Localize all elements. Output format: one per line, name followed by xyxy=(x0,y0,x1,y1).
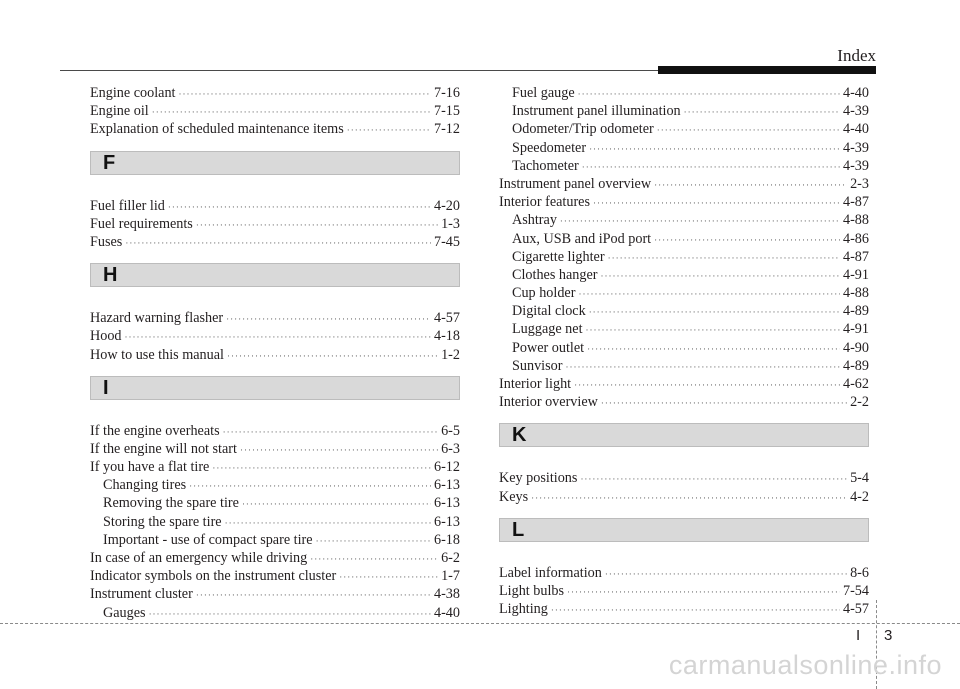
index-entry[interactable] xyxy=(90,327,460,345)
entry-label: In case of an emergency while driving xyxy=(90,550,308,566)
dot-leader xyxy=(189,477,431,495)
entry-page-number: 2-3 xyxy=(850,175,869,192)
section-header-f xyxy=(90,151,460,175)
entry-page-number: 4-2 xyxy=(850,488,869,505)
dot-leader xyxy=(223,423,438,441)
dot-leader xyxy=(578,85,840,103)
entry-label: Indicator symbols on the instrument cluster xyxy=(90,568,337,585)
index-entry[interactable] xyxy=(499,582,869,600)
entry-page-number: 4-87 xyxy=(842,248,869,265)
entry-page-number: 6-5 xyxy=(441,422,460,439)
dot-leader xyxy=(601,394,847,412)
index-entry[interactable] xyxy=(90,197,460,215)
section-letter: H xyxy=(103,264,118,287)
index-entry[interactable] xyxy=(90,215,460,233)
dot-leader xyxy=(212,459,431,477)
entry-label: Hood xyxy=(90,328,122,345)
entry-label: Interior features xyxy=(499,194,590,211)
index-entry[interactable] xyxy=(90,102,460,120)
index-subentry[interactable] xyxy=(499,320,869,338)
entry-label: If you have a flat tire xyxy=(90,459,210,476)
index-subentry[interactable] xyxy=(90,604,460,622)
index-subentry[interactable] xyxy=(499,339,869,357)
entry-label: If the engine will not start xyxy=(90,440,237,457)
index-subentry[interactable] xyxy=(90,476,460,494)
footer-page-number: 3 xyxy=(884,627,893,644)
entry-page-number: 4-91 xyxy=(842,321,869,338)
dot-leader xyxy=(347,121,431,139)
index-subentry[interactable] xyxy=(90,531,460,549)
index-entry[interactable] xyxy=(499,375,869,393)
entry-page-number: 1-7 xyxy=(441,568,460,585)
entry-page-number: 4-57 xyxy=(842,601,869,618)
index-subentry[interactable] xyxy=(499,211,869,229)
dot-leader xyxy=(125,328,431,346)
section-header-i xyxy=(90,376,460,400)
entry-label: Ashtray xyxy=(512,212,557,229)
entry-page-number: 4-39 xyxy=(842,139,869,156)
entry-page-number: 7-15 xyxy=(433,103,460,120)
index-subentry[interactable] xyxy=(499,84,869,102)
index-subentry[interactable] xyxy=(90,513,460,531)
entry-page-number: 4-86 xyxy=(842,230,869,247)
entry-label: Keys xyxy=(499,488,529,505)
entry-label: Fuses xyxy=(90,233,123,250)
entry-label: Sunvisor xyxy=(512,357,563,374)
entry-page-number: 4-89 xyxy=(842,303,869,320)
entry-label: Hazard warning flasher xyxy=(90,310,224,327)
index-entry[interactable] xyxy=(90,233,460,251)
entry-label: Speedometer xyxy=(512,139,587,156)
entry-page-number: 7-12 xyxy=(433,121,460,138)
dot-leader xyxy=(580,470,847,488)
index-entry[interactable] xyxy=(499,469,869,487)
index-entry[interactable] xyxy=(90,567,460,585)
index-subentry[interactable] xyxy=(90,494,460,512)
dot-leader xyxy=(196,216,438,234)
dot-leader xyxy=(551,601,840,619)
entry-page-number: 6-18 xyxy=(433,531,460,548)
entry-label: Fuel requirements xyxy=(90,215,193,232)
entry-label: Label information xyxy=(499,564,602,581)
dot-leader xyxy=(168,198,431,216)
section-letter: K xyxy=(512,424,527,447)
entry-label: Light bulbs xyxy=(499,582,565,599)
dot-leader xyxy=(125,234,431,252)
index-entry[interactable] xyxy=(499,600,869,618)
dot-leader xyxy=(589,140,840,158)
section-letter: F xyxy=(103,151,116,174)
entry-label: Removing the spare tire xyxy=(103,495,239,512)
index-subentry[interactable] xyxy=(499,102,869,120)
entry-label: How to use this manual xyxy=(90,346,224,363)
entry-label: Aux, USB and iPod port xyxy=(512,230,652,247)
dot-leader xyxy=(179,85,431,103)
dot-leader xyxy=(574,376,840,394)
dot-leader xyxy=(589,303,840,321)
dot-leader xyxy=(601,267,840,285)
index-entry[interactable] xyxy=(499,564,869,582)
dot-leader xyxy=(587,340,840,358)
entry-page-number: 4-89 xyxy=(842,357,869,374)
entry-label: Lighting xyxy=(499,601,548,618)
entry-label: Storing the spare tire xyxy=(103,513,222,530)
dot-leader xyxy=(226,310,431,328)
entry-label: Engine oil xyxy=(90,103,149,120)
dot-leader xyxy=(560,212,840,230)
entry-page-number: 4-88 xyxy=(842,212,869,229)
index-entry[interactable] xyxy=(90,422,460,440)
section-header-l xyxy=(499,518,869,542)
entry-page-number: 4-40 xyxy=(842,85,869,101)
index-subentry[interactable] xyxy=(499,302,869,320)
entry-label: Digital clock xyxy=(512,303,586,320)
entry-page-number: 1-3 xyxy=(441,215,460,232)
dot-leader xyxy=(149,605,431,623)
entry-label: Cigarette lighter xyxy=(512,248,605,265)
entry-label: Explanation of scheduled maintenance items xyxy=(90,121,344,138)
index-entry[interactable] xyxy=(499,175,869,193)
section-header-h xyxy=(90,263,460,287)
entry-page-number: 4-38 xyxy=(433,586,460,603)
index-entry[interactable] xyxy=(499,488,869,506)
dot-leader xyxy=(240,441,438,459)
index-subentry[interactable] xyxy=(499,284,869,302)
section-header-k xyxy=(499,423,869,447)
index-subentry[interactable] xyxy=(499,120,869,138)
index-subentry[interactable] xyxy=(499,266,869,284)
entry-label: Changing tires xyxy=(103,477,187,494)
entry-page-number: 6-3 xyxy=(441,440,460,457)
entry-page-number: 7-54 xyxy=(842,582,869,599)
entry-label: Clothes hanger xyxy=(512,266,598,283)
entry-label: Important - use of compact spare tire xyxy=(103,531,313,548)
entry-page-number: 4-39 xyxy=(842,103,869,120)
entry-label: Instrument panel overview xyxy=(499,175,652,192)
dot-leader xyxy=(565,358,840,376)
dot-leader xyxy=(531,489,847,507)
dot-leader xyxy=(242,495,431,513)
footer-section-label: I xyxy=(856,627,861,644)
entry-page-number: 4-40 xyxy=(842,121,869,138)
index-entry[interactable] xyxy=(90,585,460,603)
entry-page-number: 6-2 xyxy=(441,550,460,566)
index-entry[interactable] xyxy=(499,193,869,211)
footer-rule xyxy=(0,623,960,624)
index-column-right xyxy=(499,84,869,618)
index-entry[interactable] xyxy=(90,309,460,327)
entry-page-number: 4-20 xyxy=(433,197,460,214)
entry-page-number: 1-2 xyxy=(441,346,460,363)
entry-page-number: 2-2 xyxy=(850,394,869,411)
entry-label: Engine coolant xyxy=(90,85,176,101)
dot-leader xyxy=(225,514,431,532)
entry-label: Interior light xyxy=(499,376,572,392)
dot-leader xyxy=(654,231,840,249)
entry-page-number: 4-40 xyxy=(433,604,460,621)
entry-label: Instrument cluster xyxy=(90,586,193,603)
entry-page-number: 4-18 xyxy=(433,328,460,345)
index-subentry[interactable] xyxy=(499,248,869,266)
dot-leader xyxy=(605,565,847,583)
entry-page-number: 6-13 xyxy=(433,495,460,512)
entry-label: If the engine overheats xyxy=(90,422,220,439)
entry-label: Luggage net xyxy=(512,321,583,338)
entry-page-number: 6-13 xyxy=(433,477,460,494)
index-entry[interactable] xyxy=(90,346,460,364)
index-subentry[interactable] xyxy=(499,139,869,157)
entry-label: Key positions xyxy=(499,470,578,487)
dot-leader xyxy=(578,285,840,303)
entry-label: Interior overview xyxy=(499,394,598,411)
dot-leader xyxy=(586,321,840,339)
entry-page-number: 4-62 xyxy=(842,376,869,392)
entry-page-number: 4-91 xyxy=(842,266,869,283)
index-entry[interactable] xyxy=(90,84,460,102)
index-entry[interactable] xyxy=(90,440,460,458)
entry-page-number: 4-87 xyxy=(842,194,869,211)
dot-leader xyxy=(339,568,438,586)
dot-leader xyxy=(316,532,431,550)
entry-page-number: 6-13 xyxy=(433,513,460,530)
entry-page-number: 5-4 xyxy=(850,470,869,487)
dot-leader xyxy=(227,347,438,365)
section-letter: I xyxy=(103,376,109,399)
dot-leader xyxy=(152,103,431,121)
entry-page-number: 4-90 xyxy=(842,339,869,356)
entry-page-number: 7-45 xyxy=(433,233,460,250)
dot-leader xyxy=(657,121,840,139)
dot-leader xyxy=(654,176,847,194)
entry-page-number: 4-57 xyxy=(433,310,460,327)
dot-leader xyxy=(593,194,840,212)
entry-label: Fuel gauge xyxy=(512,85,575,101)
index-entry[interactable] xyxy=(90,120,460,138)
index-subentry[interactable] xyxy=(499,357,869,375)
entry-label: Cup holder xyxy=(512,285,576,302)
watermark-logo: carmanualsonline.info xyxy=(668,650,942,680)
entry-label: Tachometer xyxy=(512,157,579,174)
dot-leader xyxy=(582,158,840,176)
header-accent-bar xyxy=(658,66,876,74)
entry-page-number: 4-39 xyxy=(842,157,869,174)
entry-page-number: 7-16 xyxy=(433,85,460,101)
index-entry[interactable] xyxy=(90,458,460,476)
dot-leader xyxy=(684,103,840,121)
dot-leader xyxy=(567,583,840,601)
index-subentry[interactable] xyxy=(499,157,869,175)
entry-label: Fuel filler lid xyxy=(90,197,165,214)
dot-leader xyxy=(608,249,840,267)
entry-page-number: 6-12 xyxy=(433,459,460,476)
entry-page-number: 8-6 xyxy=(850,564,869,581)
entry-label: Power outlet xyxy=(512,339,585,356)
dot-leader xyxy=(196,586,431,604)
section-letter: L xyxy=(512,518,525,541)
entry-page-number: 4-88 xyxy=(842,285,869,302)
page-header-title: Index xyxy=(837,46,876,65)
entry-label: Instrument panel illumination xyxy=(512,103,681,120)
index-column-left xyxy=(90,84,460,622)
entry-label: Gauges xyxy=(103,604,146,621)
dot-leader xyxy=(310,550,438,568)
index-subentry[interactable] xyxy=(499,230,869,248)
entry-label: Odometer/Trip odometer xyxy=(512,121,654,138)
index-entry[interactable] xyxy=(499,393,869,411)
index-entry[interactable] xyxy=(90,549,460,567)
